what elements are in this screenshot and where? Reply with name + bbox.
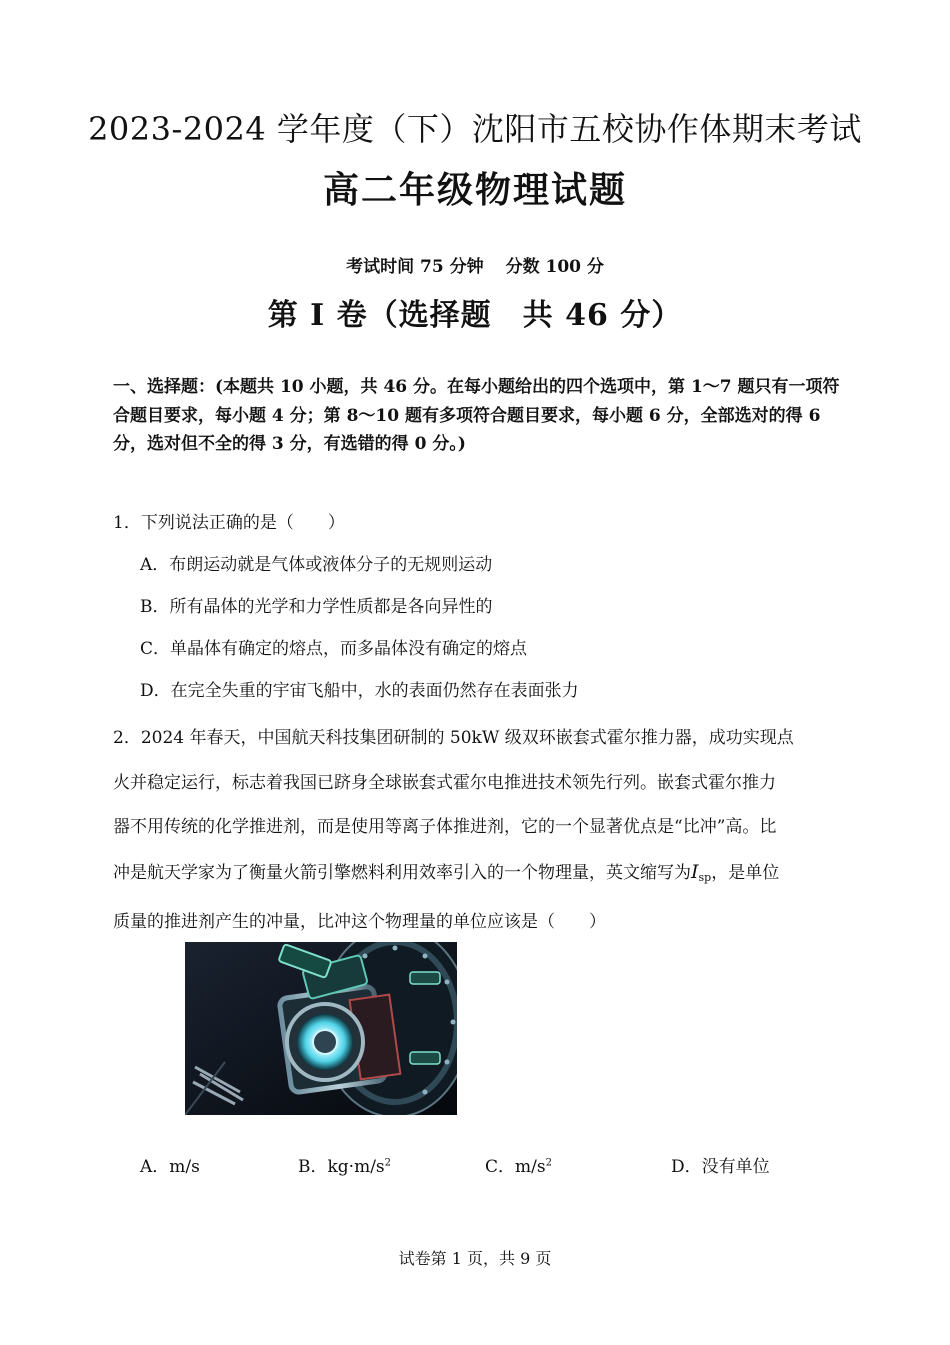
question-2-choice-c: C．$m/s^2$	[485, 1157, 552, 1177]
subject-title: 高二年级物理试题	[322, 169, 627, 211]
page-footer: 试卷第 1 页，共 9 页	[398, 1249, 552, 1268]
question-1-option-a: A．布朗运动就是气体或液体分子的无规则运动	[140, 555, 493, 575]
exam-title: 2023-2024 学年度（下）沈阳市五校协作体期末考试	[88, 110, 862, 148]
isp-symbol: $I_{sp}$	[691, 860, 712, 884]
question-1-stem: 1．下列说法正确的是（ ）	[113, 513, 345, 533]
question-1-option-d: D．在完全失重的宇宙飞船中，水的表面仍然存在表面张力	[140, 681, 579, 701]
question-2-line	[113, 850, 848, 901]
question-2-choice-a: A．m/s	[140, 1157, 200, 1177]
section-instructions: 一、选择题：(本题共 10 小题，共 46 分。在每小题给出的四个选项中，第 1～7 题只有一项符合题目要求，每小题 4 分；第 8～10 题有多项符合题目要求，每小题 6 分，全部选对的得 6 分，选对但不全的得 3 分，有选错的得 0 分。)	[113, 377, 840, 454]
question-2-text: 冲是航天学家为了衡量火箭引擎燃料利用效率引入的一个物理量，英文缩写为	[113, 862, 691, 883]
question-2-choice-b: B．$kg\cdot m/s^2$	[298, 1157, 392, 1177]
question-2-line: 2．2024 年春天，中国航天科技集团研制的 50kW 级双环嵌套式霍尔推力器，成功实现点	[113, 728, 794, 748]
question-2-text: ，是单位	[711, 862, 780, 883]
section-title: 第 I 卷（选择题 共 46 分）	[267, 298, 683, 333]
exam-time: 考试时间 75 分钟	[346, 257, 484, 277]
exam-score: 分数 100 分	[505, 257, 604, 277]
question-2-line: 器不用传统的化学推进剂，而是使用等离子体推进剂，它的一个显著优点是“比冲”高。比	[113, 817, 777, 837]
question-1-option-b: B．所有晶体的光学和力学性质都是各向异性的	[140, 597, 493, 617]
question-1-option-c: C．单晶体有确定的熔点，而多晶体没有确定的熔点	[140, 639, 528, 659]
question-2-line: 火并稳定运行，标志着我国已跻身全球嵌套式霍尔电推进技术领先行列。嵌套式霍尔推力	[113, 772, 776, 793]
question-2-choice-d: D．没有单位	[671, 1157, 770, 1177]
hall-thruster-illustration	[185, 942, 457, 1115]
question-2-stem	[113, 716, 848, 945]
hall-thruster-image	[185, 942, 457, 1115]
question-2-line: 质量的推进剂产生的冲量，比冲这个物理量的单位应该是（ ）	[113, 912, 606, 932]
exam-meta	[0, 252, 950, 277]
